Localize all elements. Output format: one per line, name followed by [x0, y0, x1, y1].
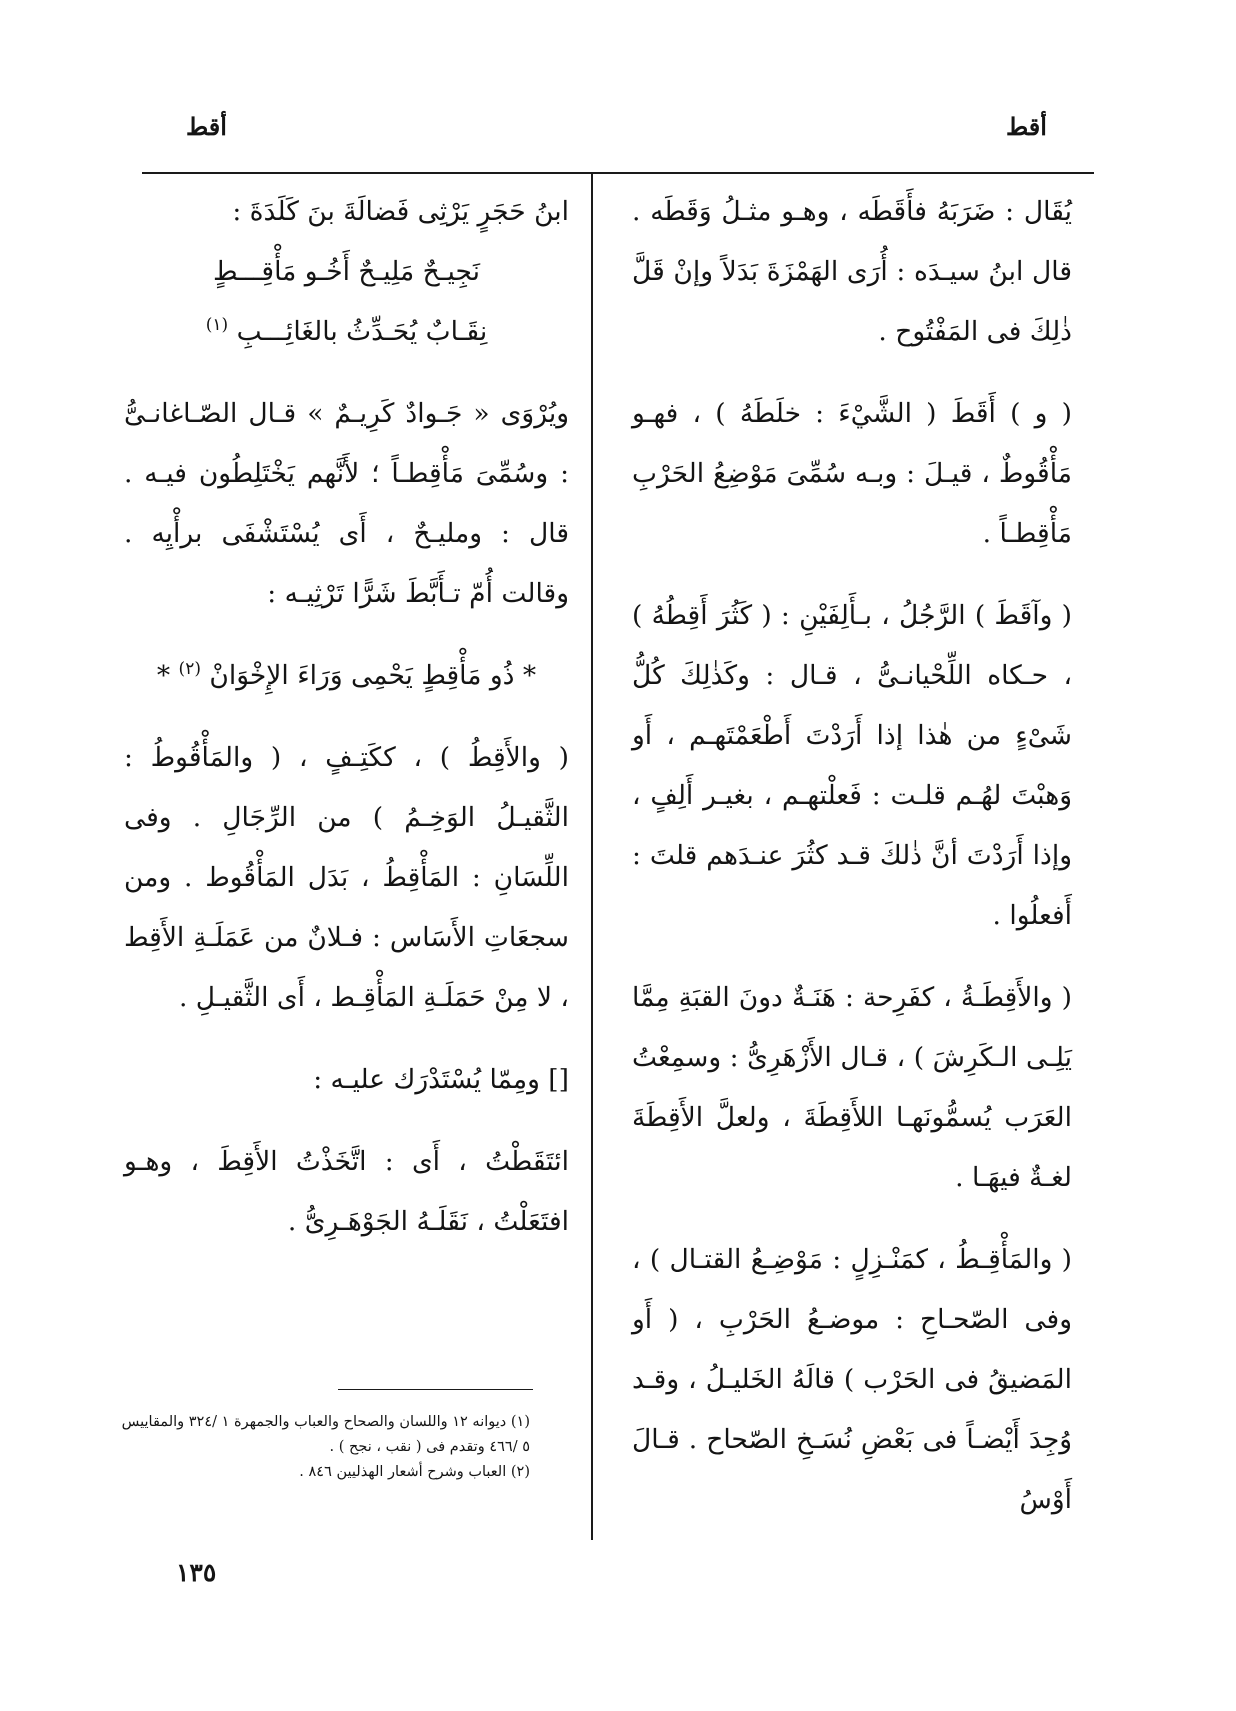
right-column [632, 182, 1072, 1530]
paragraph: ( وآقَطَ ) الرَّجُلُ ، بـأَلِفَيْنِ : ( كَثُرَ أَقِطُهُ ) ، حـكاه اللِّحْيانـىُّ ، قـال : وكَذٰلِكَ كُلُّ شَىْءٍ من هٰذا إذا أَرَدْتَ أَطْعَمْتَهـم ، أَو وَهبْتَ لهُـم قلـت : فَعلْتهـم ، بغيـر أَلِفٍ ، وإذا أَرَدْتَ أنَّ ذٰلكَ قـد كثُرَ عنـدَهم قلتَ : أَفعلُوا . [632, 600, 1072, 931]
footnote-marker: (٢) [178, 659, 201, 680]
running-header-left: أقط [186, 112, 227, 141]
verse-text: * ذُو مَأْقِطٍ يَحْمِى وَرَاءَ الإِخْوَانْ [209, 660, 537, 691]
paragraph: ( و ) أَقَطَ ( الشَّيْءَ : خلَطَهُ ) ، فهـو مَأْقُوطٌ ، قيـلَ : وبـه سُمِّىَ مَوْضِعُ الحَرْبِ مَأْقِطـاً . [632, 398, 1072, 549]
verse-line: نَجِيـحٌ مَلِيـحٌ أَخُـو مَأْقِـــطٍ [212, 256, 481, 287]
footnotes [118, 1410, 530, 1485]
paragraph: ائتَقَطْتُ ، أَى : اتَّخَذْتُ الأَقِطَ ، وهـو افتَعَلْتُ ، نَقَلَـهُ الجَوْهَـرِىُّ . [124, 1146, 569, 1237]
footnote-rule [338, 1389, 533, 1390]
paragraph: ( والأَقِطُ ) ، ككَتِـفٍ ، ( والمَأْقُوطُ : الثَّقيـلُ الوَخِـمُ ) من الرِّجَالِ . وفى اللِّسَانِ : المَأْقِطُ ، بَدَل المَأْقُوط . ومن سجعَاتِ الأَسَاس : فـلانٌ من عَمَلَـةِ الأَقِط ، لا مِنْ حَمَلَـةِ المَأْقِـط ، أَى الثَّقيـلِ . [124, 742, 569, 1013]
verse-text: نِقَـابٌ يُحَـدِّثُ بالغَائِـــبِ [236, 316, 488, 347]
verse-line [124, 302, 569, 362]
paragraph: [] ومِمّا يُسْتَدْرَك عليـه : [313, 1064, 569, 1095]
paragraph: ابنُ حَجَرٍ يَرْثِى فَضالَةَ بنَ كَلَدَةَ : [232, 196, 569, 227]
header-rule [142, 172, 1094, 174]
page-number: ١٣٥ [176, 1558, 217, 1587]
left-column [124, 182, 569, 1252]
paragraph: يُقَال : ضَرَبَهُ فأَقَطَه ، وهـو مثـلُ وَقَطَه . قال ابنُ سيـدَه : أُرَى الهَمْزَةَ بَدَلاً وإنْ قَلَّ ذٰلِكَ فى المَفْتُوح . [632, 196, 1072, 347]
poem-verse [124, 646, 569, 706]
paragraph: ( والمَأْقِـطُ ، كمَنْـزِلٍ : مَوْضِـعُ القتـال ) ، وفى الصّحـاحِ : موضـعُ الحَرْبِ ، ( أَو المَضيقُ فى الحَرْب ) قالَهُ الخَليـلُ ، وقـد وُجِدَ أَيْضـاً فى بَعْضِ نُسَـخِ الصّحاح . قـالَ أَوْسُ [632, 1244, 1072, 1515]
paragraph: ( والأَقِطَـةُ ، كفَرِحة : هَنَـةٌ دونَ القبَةِ مِمَّا يَلِـى الـكَرِشَ ) ، قـال الأَزْهَرِىُّ : وسمِعْتُ العَرَب يُسمُّونَهـا اللأَقِطَةَ ، ولعلَّ الأَقِطَةَ لغـةٌ فيهَـا . [632, 982, 1072, 1193]
footnote-marker: (١) [205, 315, 229, 336]
verse-end-mark: * [156, 660, 171, 691]
footnote: (٢) العباب وشرح أشعار الهذليين ٨٤٦ . [299, 1464, 530, 1480]
footnote: (١) ديوانه ١٢ واللسان والصحاح والعباب والجمهرة ١ /٣٢٤ والمقاييس ٥ /٤٦٦ وتقدم فى ( نقب ، نجح ) . [121, 1414, 530, 1455]
column-separator [591, 174, 593, 1540]
running-header-right: أقط [1006, 112, 1047, 141]
poem-verse [124, 242, 569, 362]
paragraph: ويُرْوَى « جَـوادٌ كَرِيـمٌ » قـال الصّـاغانـىُّ : وسُمِّىَ مَأْقِطـاً ؛ لأَنَّهم يَخْتَلِطُون فيـه . قال : ومليـحٌ ، أَى يُسْتَشْفَى برأْيِه . وقالت أُمّ تـأَبَّطَ شَرًّا تَرْثِيـه : [124, 398, 569, 609]
